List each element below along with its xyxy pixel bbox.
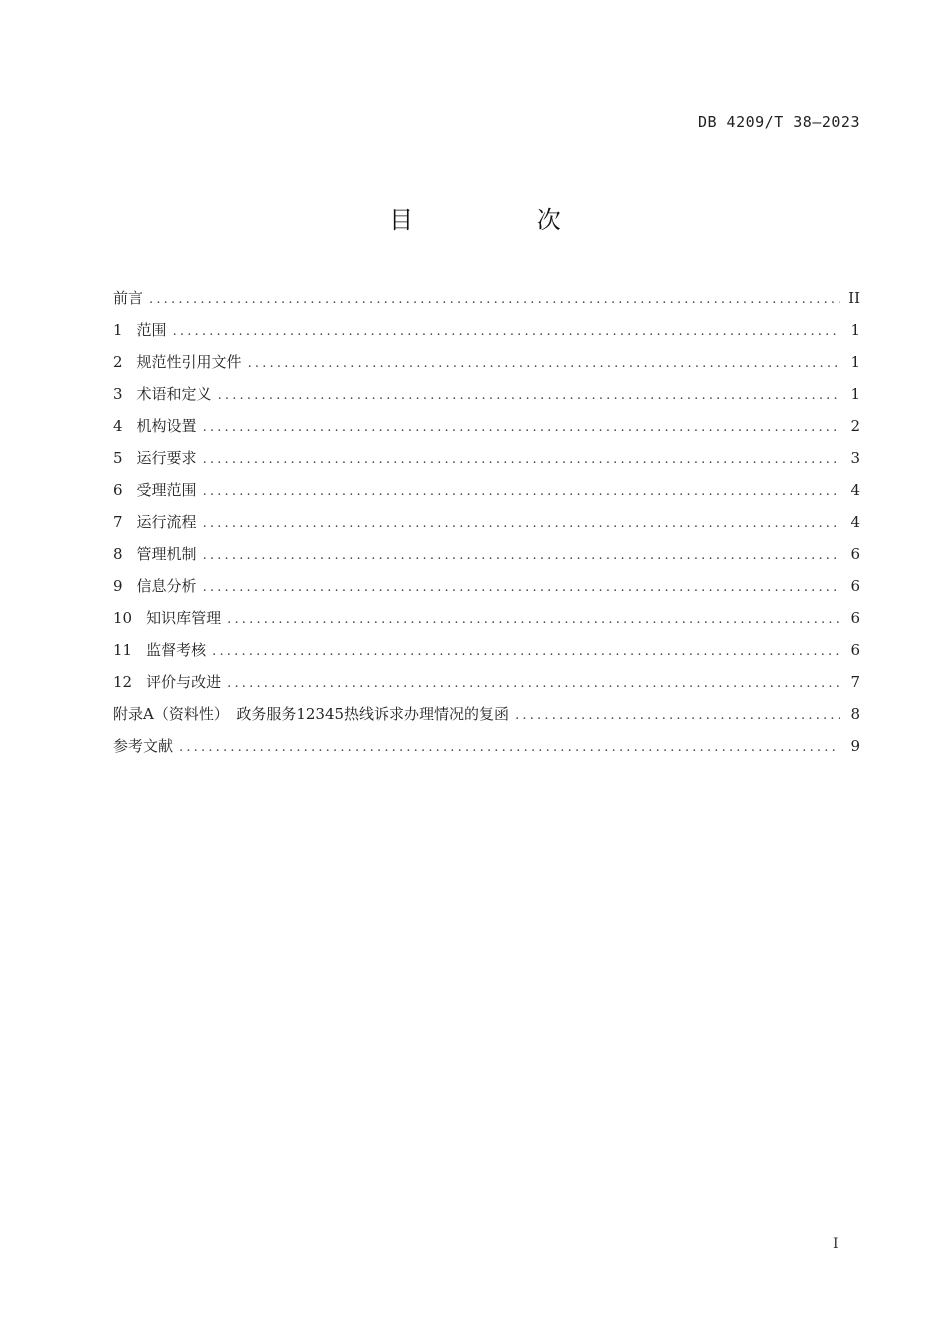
toc-entry-11[interactable]	[113, 638, 860, 670]
toc-entry-label: 管理机制	[136, 545, 197, 563]
toc-leader-dots	[227, 672, 840, 696]
toc-entry-label: 运行要求	[136, 449, 197, 467]
document-code: DB 4209/T 38—2023	[697, 113, 860, 131]
toc-entry-page: 6	[850, 545, 860, 563]
toc-entry-9[interactable]	[113, 574, 860, 606]
toc-leader-dots	[203, 448, 840, 472]
toc-entry-page: 6	[850, 577, 860, 595]
toc-entry-label: 前言	[113, 289, 144, 307]
toc-entry-number: 11	[113, 641, 133, 659]
toc-entry-12[interactable]	[113, 670, 860, 702]
toc-entry-1[interactable]	[113, 318, 860, 350]
toc-entry-8[interactable]	[113, 542, 860, 574]
toc-leader-dots	[149, 288, 840, 312]
toc-entry-6[interactable]	[113, 478, 860, 510]
toc-entry-page: 2	[850, 417, 860, 435]
toc-entry-foreword[interactable]	[113, 286, 860, 318]
toc-entry-page: 8	[850, 705, 860, 723]
toc-entry-label: 范围	[136, 321, 167, 339]
toc-entry-label: 术语和定义	[136, 385, 212, 403]
toc-entry-5[interactable]	[113, 446, 860, 478]
toc-leader-dots	[227, 608, 840, 632]
toc-leader-dots	[218, 384, 840, 408]
toc-entry-page: II	[848, 289, 860, 307]
toc-entry-label: 受理范围	[136, 481, 197, 499]
toc-leader-dots	[248, 352, 840, 376]
toc-entry-page: 6	[850, 641, 860, 659]
toc-entry-number: 3	[113, 385, 123, 403]
toc-leader-dots	[203, 544, 840, 568]
toc-entry-number: 12	[113, 673, 133, 691]
toc-leader-dots	[179, 736, 840, 760]
toc-entry-number: 10	[113, 609, 133, 627]
page-number: I	[833, 1236, 839, 1252]
toc-entry-label: 运行流程	[136, 513, 197, 531]
toc-entry-4[interactable]	[113, 414, 860, 446]
toc-entry-label: 参考文献	[113, 737, 174, 755]
toc-entry-page: 6	[850, 609, 860, 627]
toc-entry-number: 9	[113, 577, 123, 595]
toc-entry-page: 3	[850, 449, 860, 467]
toc-entry-number: 1	[113, 321, 123, 339]
toc-entry-page: 9	[850, 737, 860, 755]
toc-entry-appendix-a[interactable]	[113, 702, 860, 734]
toc-entry-number: 5	[113, 449, 123, 467]
toc-entry-label: 规范性引用文件	[136, 353, 242, 371]
toc-entry-label: 附录A（资料性） 政务服务12345热线诉求办理情况的复函	[113, 705, 510, 723]
toc-entry-page: 1	[850, 321, 860, 339]
toc-entry-number: 4	[113, 417, 123, 435]
toc-entry-number: 7	[113, 513, 123, 531]
toc-entry-page: 1	[850, 385, 860, 403]
watermark	[299, 742, 741, 1184]
toc-leader-dots	[203, 512, 840, 536]
toc-leader-dots	[173, 320, 840, 344]
table-of-contents	[113, 286, 860, 766]
toc-title: 目 次	[389, 206, 619, 234]
toc-entry-7[interactable]	[113, 510, 860, 542]
toc-entry-page: 4	[850, 481, 860, 499]
toc-leader-dots	[203, 576, 840, 600]
toc-entry-label: 机构设置	[136, 417, 197, 435]
toc-entry-label: 监督考核	[146, 641, 207, 659]
toc-entry-label: 知识库管理	[146, 609, 222, 627]
toc-entry-page: 1	[850, 353, 860, 371]
toc-entry-3[interactable]	[113, 382, 860, 414]
toc-entry-label: 评价与改进	[146, 673, 222, 691]
toc-entry-page: 4	[850, 513, 860, 531]
toc-entry-page: 7	[850, 673, 860, 691]
toc-leader-dots	[212, 640, 840, 664]
toc-entry-label: 信息分析	[136, 577, 197, 595]
toc-entry-number: 8	[113, 545, 123, 563]
toc-leader-dots	[203, 480, 840, 504]
toc-leader-dots	[203, 416, 840, 440]
toc-entry-10[interactable]	[113, 606, 860, 638]
toc-entry-number: 6	[113, 481, 123, 499]
toc-entry-2[interactable]	[113, 350, 860, 382]
toc-leader-dots	[515, 704, 840, 728]
toc-entry-references[interactable]	[113, 734, 860, 766]
toc-entry-number: 2	[113, 353, 123, 371]
